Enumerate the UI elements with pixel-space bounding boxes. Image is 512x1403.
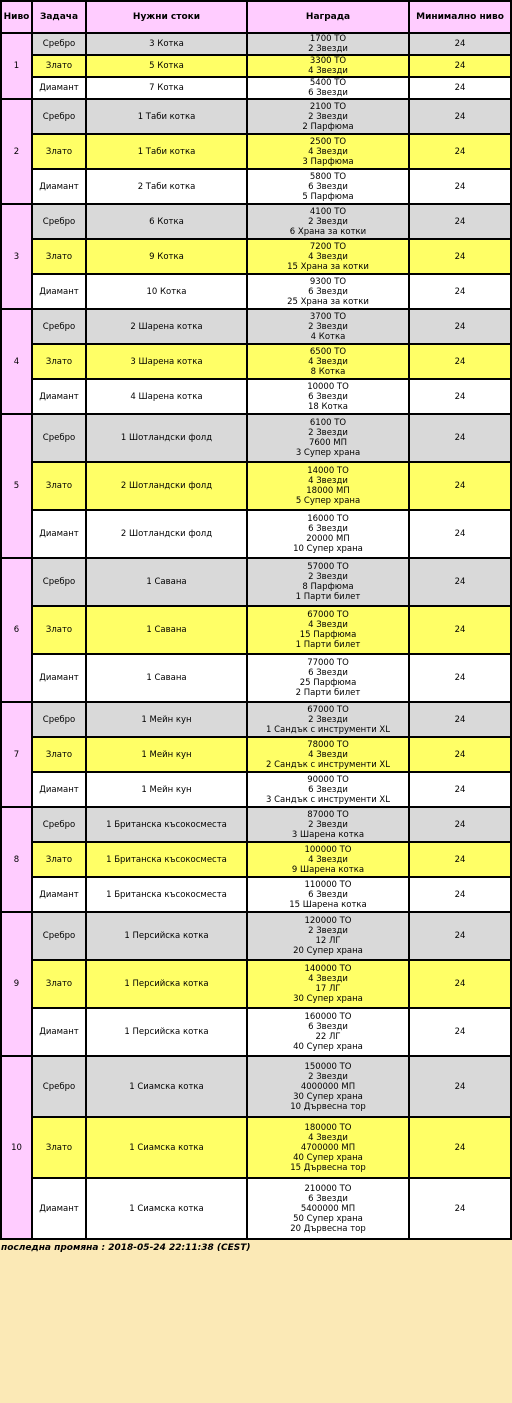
reward-line: 12 ЛГ [315, 936, 341, 946]
table-row [1, 462, 511, 510]
reward-line: 2 Звезди [308, 111, 348, 122]
min-level-cell: 24 [409, 169, 511, 204]
goods-cell: 1 Британска късокосместа [86, 877, 247, 912]
reward-line: 4 Звезди [308, 854, 348, 865]
goods-cell: 2 Шотландски фолд [86, 510, 247, 558]
table-row [1, 55, 511, 77]
table-row [1, 807, 511, 842]
reward-line: 14000 ТО [307, 466, 349, 476]
table-row [1, 99, 511, 134]
reward-line: 4100 ТО [309, 206, 347, 217]
table-row [1, 510, 511, 558]
reward-line: 3 Шарена котка [291, 829, 365, 840]
goods-cell: 1 Савана [86, 606, 247, 654]
header-goods: Нужни стоки [86, 1, 247, 33]
min-level-cell: 24 [409, 204, 511, 239]
goods-cell: 6 Котка [86, 204, 247, 239]
reward-cell [247, 33, 409, 55]
reward-line: 50 Супер храна [293, 1213, 363, 1224]
reward-line: 9300 ТО [309, 276, 347, 287]
reward-line: 25 Храна за котки [287, 296, 369, 307]
min-level-cell: 24 [409, 134, 511, 169]
task-cell: Диамант [32, 510, 86, 558]
reward-line: 2 Сандък с инструменти XL [266, 759, 390, 770]
reward-line: 40 Супер храна [293, 1042, 363, 1052]
reward-line: 2 Звезди [308, 44, 348, 54]
reward-line: 8 Котка [310, 366, 346, 377]
task-cell: Сребро [32, 414, 86, 462]
table-row [1, 169, 511, 204]
task-cell: Диамант [32, 169, 86, 204]
reward-line: 1 Сандък с инструменти XL [266, 724, 390, 735]
reward-line: 6 Звезди [308, 391, 348, 402]
level-cell: 5 [1, 414, 32, 558]
reward-cell [247, 510, 409, 558]
reward-line: 180000 ТО [304, 1122, 352, 1133]
last-modified: последна промяна : 2018-05-24 22:11:38 (CEST) [1, 1243, 251, 1253]
table-row [1, 877, 511, 912]
reward-line: 4 Звезди [308, 146, 348, 157]
task-cell: Злато [32, 606, 86, 654]
task-cell: Сребро [32, 702, 86, 737]
reward-line: 2 Звезди [308, 428, 348, 438]
min-level-cell: 24 [409, 842, 511, 877]
reward-line: 100000 ТО [304, 844, 352, 855]
min-level-cell: 24 [409, 510, 511, 558]
reward-line: 6500 ТО [309, 346, 347, 357]
min-level-cell: 24 [409, 239, 511, 274]
reward-line: 150000 ТО [304, 1061, 352, 1072]
reward-cell [247, 169, 409, 204]
reward-cell [247, 204, 409, 239]
reward-line: 18000 МП [306, 486, 350, 496]
reward-line: 5 Супер храна [295, 496, 361, 506]
goods-cell: 9 Котка [86, 239, 247, 274]
task-cell: Сребро [32, 204, 86, 239]
task-cell: Диамант [32, 379, 86, 414]
reward-line: 9 Шарена котка [291, 864, 365, 875]
reward-line: 4700000 МП [300, 1142, 356, 1153]
reward-line: 4 Звезди [308, 974, 348, 984]
reward-line: 5 Парфюма [302, 191, 354, 202]
table-row [1, 239, 511, 274]
reward-line: 160000 ТО [304, 1012, 352, 1022]
table-row [1, 842, 511, 877]
reward-line: 6 Звезди [308, 1022, 348, 1032]
reward-line: 77000 ТО [307, 658, 349, 668]
task-cell: Диамант [32, 77, 86, 99]
goods-cell: 1 Савана [86, 558, 247, 606]
goods-cell: 1 Шотландски фолд [86, 414, 247, 462]
goods-cell: 1 Таби котка [86, 134, 247, 169]
reward-cell [247, 702, 409, 737]
reward-cell [247, 558, 409, 606]
goods-cell: 1 Персийска котка [86, 912, 247, 960]
reward-line: 7600 МП [308, 438, 348, 448]
reward-line: 4 Звезди [308, 749, 348, 760]
min-level-cell: 24 [409, 414, 511, 462]
reward-line: 90000 ТО [307, 774, 349, 785]
min-level-cell: 24 [409, 1008, 511, 1056]
reward-line: 140000 ТО [304, 964, 352, 974]
task-cell: Злато [32, 55, 86, 77]
reward-line: 3 Сандък с инструменти XL [266, 794, 390, 805]
reward-line: 57000 ТО [307, 562, 349, 572]
reward-line: 67000 ТО [307, 704, 349, 715]
task-cell: Диамант [32, 274, 86, 309]
reward-line: 6100 ТО [309, 418, 347, 428]
table-row [1, 912, 511, 960]
reward-cell [247, 462, 409, 510]
goods-cell: 1 Савана [86, 654, 247, 702]
reward-line: 15 Парфюма [299, 630, 357, 640]
goods-cell: 1 Сиамска котка [86, 1056, 247, 1117]
reward-cell [247, 606, 409, 654]
reward-cell [247, 807, 409, 842]
level-cell: 8 [1, 807, 32, 912]
table-row [1, 414, 511, 462]
reward-line: 20 Супер храна [293, 946, 363, 956]
task-cell: Диамант [32, 1008, 86, 1056]
reward-line: 20 Дървесна тор [290, 1223, 366, 1234]
goods-cell: 5 Котка [86, 55, 247, 77]
table-row [1, 702, 511, 737]
reward-line: 3 Супер храна [295, 448, 361, 458]
min-level-cell: 24 [409, 1056, 511, 1117]
table-row [1, 960, 511, 1008]
task-cell: Злато [32, 134, 86, 169]
reward-line: 1 Парти билет [295, 640, 361, 650]
table-row [1, 1178, 511, 1239]
header-min-level: Минимално ниво [409, 1, 511, 33]
task-cell: Злато [32, 462, 86, 510]
min-level-cell: 24 [409, 33, 511, 55]
reward-line: 3700 ТО [309, 311, 347, 322]
task-cell: Сребро [32, 99, 86, 134]
reward-line: 40 Супер храна [293, 1152, 363, 1163]
level-cell: 4 [1, 309, 32, 414]
reward-line: 6 Звезди [308, 181, 348, 192]
min-level-cell: 24 [409, 1117, 511, 1178]
reward-line: 1 Парти билет [295, 592, 361, 602]
goods-cell: 1 Мейн кун [86, 737, 247, 772]
table-row [1, 134, 511, 169]
goods-cell: 1 Мейн кун [86, 702, 247, 737]
task-cell: Диамант [32, 877, 86, 912]
reward-line: 1700 ТО [309, 34, 347, 44]
reward-line: 30 Супер храна [293, 994, 363, 1004]
header-task: Задача [32, 1, 86, 33]
reward-line: 16000 ТО [307, 514, 349, 524]
task-cell: Диамант [32, 772, 86, 807]
table-row [1, 204, 511, 239]
reward-cell [247, 55, 409, 77]
reward-cell [247, 309, 409, 344]
reward-line: 30 Супер храна [293, 1091, 363, 1102]
level-cell: 10 [1, 1056, 32, 1239]
reward-line: 10 Супер храна [293, 544, 363, 554]
reward-cell [247, 772, 409, 807]
min-level-cell: 24 [409, 807, 511, 842]
reward-line: 2 Парти билет [295, 688, 361, 698]
reward-cell [247, 134, 409, 169]
task-cell: Злато [32, 737, 86, 772]
min-level-cell: 24 [409, 606, 511, 654]
task-cell: Злато [32, 960, 86, 1008]
reward-line: 15 Дървесна тор [290, 1162, 366, 1173]
goods-cell: 1 Британска късокосместа [86, 807, 247, 842]
reward-cell [247, 737, 409, 772]
level-cell: 3 [1, 204, 32, 309]
min-level-cell: 24 [409, 912, 511, 960]
reward-line: 3 Парфюма [302, 156, 354, 167]
level-cell: 7 [1, 702, 32, 807]
reward-line: 17 ЛГ [315, 984, 341, 994]
reward-line: 87000 ТО [307, 809, 349, 820]
task-cell: Сребро [32, 912, 86, 960]
goods-cell: 10 Котка [86, 274, 247, 309]
reward-line: 10 Дървесна тор [290, 1101, 366, 1112]
reward-cell [247, 344, 409, 379]
reward-line: 4 Котка [310, 331, 346, 342]
table-row [1, 344, 511, 379]
reward-line: 120000 ТО [304, 916, 352, 926]
min-level-cell: 24 [409, 737, 511, 772]
reward-line: 7200 ТО [309, 241, 347, 252]
reward-cell [247, 912, 409, 960]
reward-line: 2 Звезди [308, 1071, 348, 1082]
min-level-cell: 24 [409, 877, 511, 912]
table-row [1, 1056, 511, 1117]
reward-line: 6 Звезди [308, 88, 348, 98]
reward-line: 20000 МП [306, 534, 350, 544]
reward-line: 2500 ТО [309, 136, 347, 147]
reward-cell [247, 842, 409, 877]
reward-cell [247, 77, 409, 99]
table-row [1, 558, 511, 606]
min-level-cell: 24 [409, 344, 511, 379]
goods-cell: 1 Персийска котка [86, 960, 247, 1008]
table-row [1, 33, 511, 55]
table-row [1, 772, 511, 807]
header-level: Ниво [1, 1, 32, 33]
table-row [1, 654, 511, 702]
table-row [1, 77, 511, 99]
table-row [1, 274, 511, 309]
task-cell: Злато [32, 842, 86, 877]
reward-line: 6 Звезди [308, 889, 348, 900]
reward-cell [247, 877, 409, 912]
reward-line: 6 Храна за котки [289, 226, 367, 237]
task-cell: Диамант [32, 1178, 86, 1239]
task-cell: Сребро [32, 33, 86, 55]
reward-line: 25 Парфюма [299, 678, 357, 688]
reward-cell [247, 1056, 409, 1117]
min-level-cell: 24 [409, 309, 511, 344]
goods-cell: 1 Сиамска котка [86, 1117, 247, 1178]
level-cell: 1 [1, 33, 32, 99]
reward-line: 6 Звезди [308, 1193, 348, 1204]
reward-line: 4 Звезди [308, 476, 348, 486]
min-level-cell: 24 [409, 1178, 511, 1239]
level-cell: 2 [1, 99, 32, 204]
reward-cell [247, 99, 409, 134]
reward-cell [247, 1117, 409, 1178]
reward-line: 2 Звезди [308, 216, 348, 227]
goods-cell: 2 Шарена котка [86, 309, 247, 344]
table-row [1, 606, 511, 654]
reward-line: 2 Парфюма [302, 121, 354, 132]
reward-cell [247, 274, 409, 309]
task-cell: Сребро [32, 558, 86, 606]
reward-line: 18 Котка [307, 401, 349, 412]
goods-cell: 3 Котка [86, 33, 247, 55]
task-cell: Сребро [32, 807, 86, 842]
table-row [1, 737, 511, 772]
min-level-cell: 24 [409, 99, 511, 134]
min-level-cell: 24 [409, 77, 511, 99]
reward-line: 4 Звезди [308, 356, 348, 367]
reward-line: 4000000 МП [300, 1081, 356, 1092]
reward-cell [247, 960, 409, 1008]
min-level-cell: 24 [409, 772, 511, 807]
reward-line: 4 Звезди [308, 66, 348, 76]
task-cell: Сребро [32, 1056, 86, 1117]
min-level-cell: 24 [409, 274, 511, 309]
min-level-cell: 24 [409, 379, 511, 414]
table-row [1, 1008, 511, 1056]
reward-cell [247, 379, 409, 414]
reward-line: 5800 ТО [309, 171, 347, 182]
goods-cell: 1 Персийска котка [86, 1008, 247, 1056]
task-cell: Сребро [32, 309, 86, 344]
min-level-cell: 24 [409, 462, 511, 510]
goods-cell: 2 Таби котка [86, 169, 247, 204]
reward-line: 15 Храна за котки [287, 261, 369, 272]
task-cell: Злато [32, 1117, 86, 1178]
task-cell: Злато [32, 239, 86, 274]
min-level-cell: 24 [409, 55, 511, 77]
goods-cell: 1 Таби котка [86, 99, 247, 134]
reward-line: 8 Парфюма [302, 582, 354, 592]
reward-line: 2100 ТО [309, 101, 347, 112]
reward-line: 15 Шарена котка [289, 899, 367, 910]
reward-line: 210000 ТО [304, 1183, 352, 1194]
reward-line: 2 Звезди [308, 321, 348, 332]
min-level-cell: 24 [409, 702, 511, 737]
level-cell: 9 [1, 912, 32, 1056]
reward-cell [247, 654, 409, 702]
reward-line: 110000 ТО [304, 879, 352, 890]
reward-line: 4 Звезди [308, 251, 348, 262]
reward-line: 22 ЛГ [315, 1032, 341, 1042]
reward-line: 67000 ТО [307, 610, 349, 620]
reward-line: 3300 ТО [309, 56, 347, 66]
goods-cell: 1 Сиамска котка [86, 1178, 247, 1239]
reward-line: 4 Звезди [308, 620, 348, 630]
header-row [1, 1, 511, 33]
reward-cell [247, 1008, 409, 1056]
task-cell: Диамант [32, 654, 86, 702]
reward-line: 6 Звезди [308, 286, 348, 297]
reward-line: 6 Звезди [308, 784, 348, 795]
min-level-cell: 24 [409, 960, 511, 1008]
goods-cell: 3 Шарена котка [86, 344, 247, 379]
reward-cell [247, 414, 409, 462]
task-cell: Злато [32, 344, 86, 379]
reward-line: 6 Звезди [308, 524, 348, 534]
reward-line: 78000 ТО [307, 739, 349, 750]
reward-line: 10000 ТО [307, 381, 349, 392]
reward-cell [247, 1178, 409, 1239]
min-level-cell: 24 [409, 558, 511, 606]
reward-cell [247, 239, 409, 274]
level-cell: 6 [1, 558, 32, 702]
table-row [1, 309, 511, 344]
reward-line: 5400000 МП [300, 1203, 356, 1214]
table-row [1, 1117, 511, 1178]
reward-line: 6 Звезди [308, 668, 348, 678]
goods-cell: 2 Шотландски фолд [86, 462, 247, 510]
goods-cell: 1 Мейн кун [86, 772, 247, 807]
reward-line: 5400 ТО [309, 78, 347, 88]
header-reward: Награда [247, 1, 409, 33]
table-body [1, 33, 511, 1239]
goods-cell: 7 Котка [86, 77, 247, 99]
reward-line: 2 Звезди [308, 819, 348, 830]
reward-line: 2 Звезди [308, 926, 348, 936]
table-row [1, 379, 511, 414]
reward-line: 4 Звезди [308, 1132, 348, 1143]
reward-line: 2 Звезди [308, 714, 348, 725]
reward-line: 2 Звезди [308, 572, 348, 582]
min-level-cell: 24 [409, 654, 511, 702]
goods-cell: 1 Британска късокосместа [86, 842, 247, 877]
goods-cell: 4 Шарена котка [86, 379, 247, 414]
